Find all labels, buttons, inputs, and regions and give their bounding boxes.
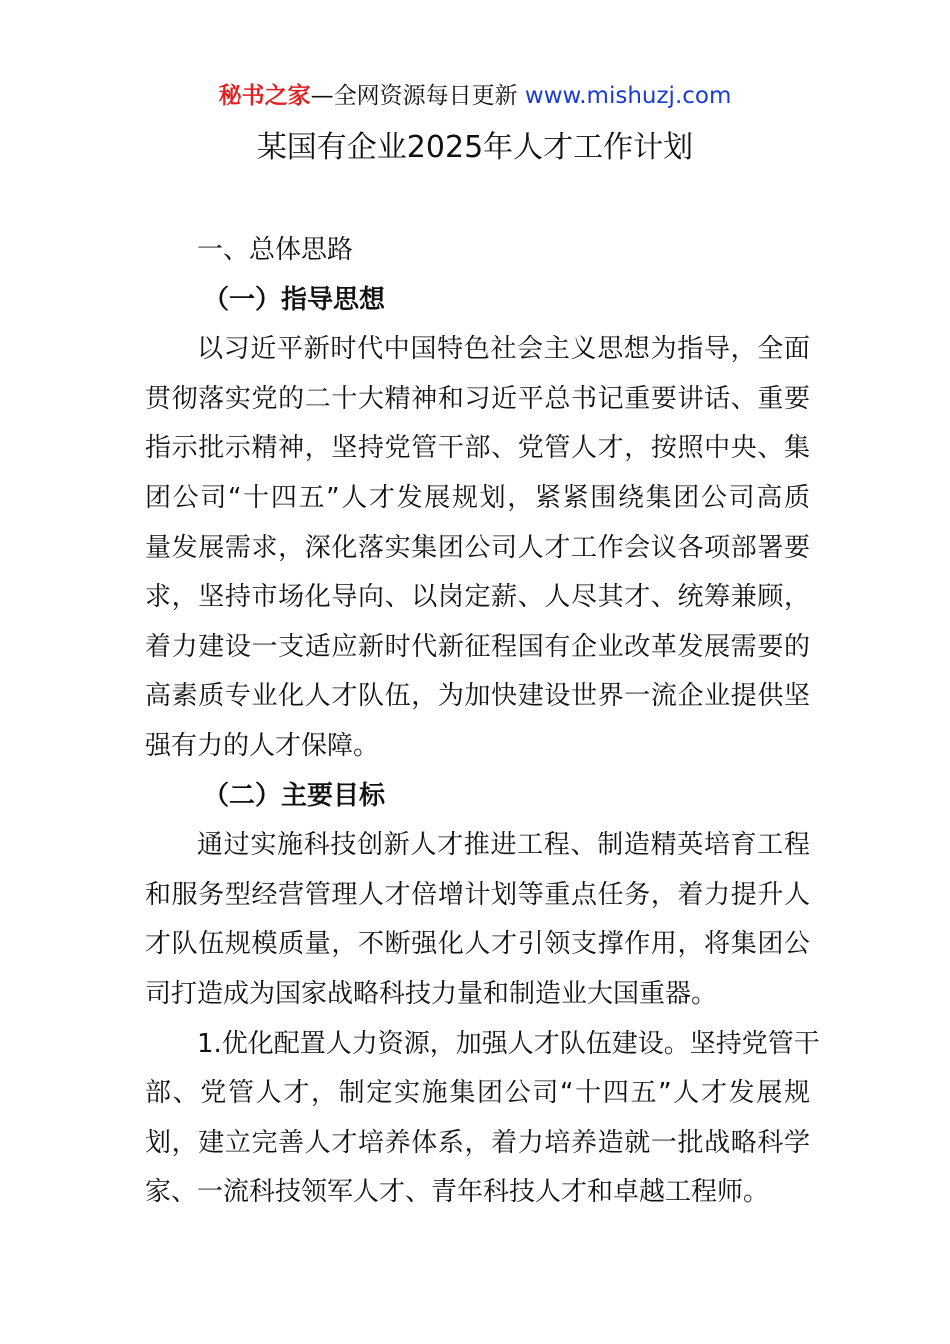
text-line: 以习近平新时代中国特色社会主义思想为指导，全面 [197, 334, 810, 365]
document-title: 某国有企业2025年人才工作计划 [256, 130, 694, 165]
site-header [0, 80, 950, 112]
site-url-link[interactable]: www.mishuzj.com [524, 83, 732, 109]
text-line: 强有力的人才保障。 [145, 730, 380, 761]
document-body [145, 226, 820, 1218]
text-line: 着力建设一支适应新时代新征程国有企业改革发展需要的 [145, 631, 810, 662]
header-tagline: —全网资源每日更新 [310, 83, 525, 109]
subsection-heading: （一）指导思想 [203, 284, 386, 315]
paragraph-item-1 [145, 1020, 820, 1218]
text-line: 贯彻落实党的二十大精神和习近平总书记重要讲话、重要 [145, 383, 810, 414]
text-line: 求，坚持市场化导向、以岗定薪、人尽其才、统筹兼顾， [145, 582, 810, 613]
paragraph-guiding-ideology [145, 325, 810, 771]
brand-name: 秘书之家 [218, 83, 311, 109]
text-line: 通过实施科技创新人才推进工程、制造精英培育工程 [197, 830, 810, 861]
section-heading: 一、总体思路 [197, 235, 354, 265]
text-line: 部、党管人才，制定实施集团公司“十四五”人才发展规 [145, 1078, 810, 1109]
text-line: 才队伍规模质量，不断强化人才引领支撑作用，将集团公 [145, 929, 810, 960]
text-line: 高素质专业化人才队伍，为加快建设世界一流企业提供坚 [145, 681, 810, 712]
paragraph-main-goals [145, 821, 810, 1019]
text-line: 1.优化配置人力资源，加强人才队伍建设。坚持党管干 [197, 1028, 820, 1059]
text-line: 指示批示精神，坚持党管干部、党管人才，按照中央、集 [145, 433, 810, 464]
subsection-heading: （二）主要目标 [203, 780, 386, 811]
text-line: 和服务型经营管理人才倍增计划等重点任务，着力提升人 [145, 879, 810, 910]
text-line: 划，建立完善人才培养体系，着力培养造就一批战略科学 [145, 1127, 810, 1158]
text-line: 司打造成为国家战略科技力量和制造业大国重器。 [145, 978, 718, 1009]
text-line: 量发展需求，深化落实集团公司人才工作会议各项部署要 [145, 532, 810, 563]
text-line: 家、一流科技领军人才、青年科技人才和卓越工程师。 [145, 1177, 770, 1208]
text-line: 团公司“十四五”人才发展规划，紧紧围绕集团公司高质 [145, 482, 810, 513]
